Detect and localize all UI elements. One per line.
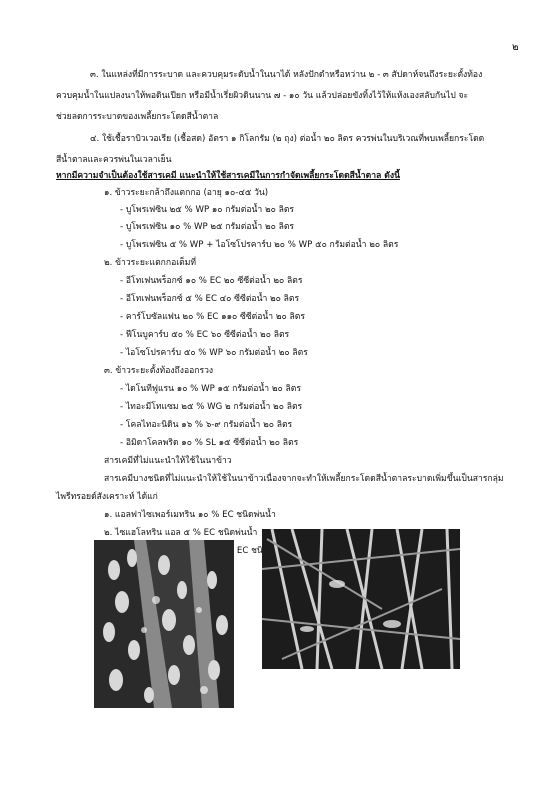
- stage-2-item: - คาร์โบซัลแฟน ๒๐ % EC ๑๑๐ ซีซีต่อน้ำ ๒๐ ลิตร: [120, 312, 305, 322]
- stage-2-item: - อีโทเฟนพร็อกซ์ ๕ % EC ๔๐ ซีซีต่อน้ำ ๒๐ ลิตร: [120, 294, 300, 304]
- paragraph-3-line-1: ๓. ในแหล่งที่มีการระบาด และควบคุมระดับน้ำในนาได้ หลังปักดำหรือหว่าน ๒ - ๓ สัปดาห์จนถึงระยะตั้งท้อง: [90, 70, 483, 80]
- stage-2-item: - ฟีโนบูคาร์บ ๕๐ % EC ๖๐ ซีซีต่อน้ำ ๒๐ ลิตร: [120, 330, 290, 340]
- stage-1-item: - บูโพรเฟซิน ๕ % WP + ไอโซโปรคาร์บ ๒๐ % WP ๕๐ กรัมต่อน้ำ ๒๐ ลิตร: [120, 240, 399, 250]
- stage-1-item: - บูโพรเฟซิน ๒๕ % WP ๑๐ กรัมต่อน้ำ ๒๐ ลิตร: [120, 205, 295, 215]
- stage-1-title: ๑. ข้าวระยะกล้าถึงแตกกอ (อายุ ๑๐-๔๕ วัน): [104, 188, 269, 198]
- paragraph-3-line-3: ช่วยลดการระบาดของเพลี้ยกระโดดสีน้ำตาล: [56, 112, 219, 122]
- stage-2-item: - อีโทเฟนพร็อกซ์ ๑๐ % EC ๒๐ ซีซีต่อน้ำ ๒๐ ลิตร: [120, 276, 303, 286]
- planthopper-photo: [94, 540, 234, 708]
- not-recommended-item: EC: [236, 546, 249, 556]
- paragraph-4-line-1: ๔. ใช้เชื้อราบิวเวอเรีย (เชื้อสด) อัตรา ๑ กิโลกรัม (๒ ถุง) ต่อน้ำ ๒๐ ลิตร ควรพ่นในบริเวณที่พบเพลี้ยกระโดด: [90, 134, 485, 144]
- rice-damage-photo: [262, 529, 460, 669]
- not-recommended-desc-line-1: สารเคมีบางชนิดที่ไม่แนะนำให้ใช้ในนาข้าวเนื่องจากจะทำให้เพลี้ยกระโดดสีน้ำตาลระบาดเพิ่มขึ้นเป็นสารกลุ่ม: [104, 474, 504, 484]
- stage-3-title: ๓. ข้าวระยะตั้งท้องถึงออกรวง: [104, 366, 214, 376]
- paragraph-4-line-2: สีน้ำตาลและควรพ่นในเวลาเย็น: [56, 155, 172, 165]
- stage-2-item: - ไอโซโปรคาร์บ ๕๐ % WP ๖๐ กรัมต่อน้ำ ๒๐ ลิตร: [120, 348, 308, 358]
- stage-3-item: - ไทอะมีโทแซม ๒๕ % WG ๒ กรัมต่อน้ำ ๒๐ ลิตร: [120, 402, 303, 412]
- paragraph-3-line-2: ควบคุมน้ำในแปลงนาให้พอดินเปียก หรือมีน้ำเรี่ยผิวดินนาน ๗ - ๑๐ วัน แล้วปล่อยขังทิ้งไว้ให้แห้งเองสลับกันไป จะ: [56, 91, 469, 101]
- not-recommended-item: ๑. แอลฟาไซเพอร์เมทริน ๑๐ % EC ชนิดพ่นน้ำ: [104, 510, 276, 520]
- stage-3-item: - โคลไทอะนิดิน ๑๖ % ๖-๙ กรัมต่อน้ำ ๒๐ ลิตร: [120, 420, 293, 430]
- stage-2-title: ๒. ข้าวระยะแตกกอเต็มที่: [104, 258, 197, 268]
- not-recommended-desc-line-2: ไพรีทรอยด์สังเคราะห์ ได้แก่: [56, 492, 158, 502]
- stage-3-item: - อิมิดาโคลพริด ๑๐ % SL ๑๕ ซีซีต่อน้ำ ๒๐ ลิตร: [120, 438, 299, 448]
- section-heading: หากมีความจำเป็นต้องใช้สารเคมี แนะนำให้ใช้สารเคมีในการกำจัดเพลี้ยกระโดดสีน้ำตาล ดังนี้: [56, 171, 400, 181]
- page-number: ๒: [512, 42, 519, 53]
- not-recommended-title: สารเคมีที่ไม่แนะนำให้ใช้ในนาข้าว: [104, 456, 232, 466]
- stage-3-item: - ไดโนทีฟูแรน ๑๐ % WP ๑๕ กรัมต่อน้ำ ๒๐ ลิตร: [120, 384, 301, 394]
- not-recommended-item: ๒. ไซแฮโลทริน แอล ๕ % EC ชนิดพ่นน้ำ: [104, 528, 258, 538]
- stage-1-item: - บูโพรเฟซิน ๑๐ % WP ๒๕ กรัมต่อน้ำ ๒๐ ลิตร: [120, 222, 295, 232]
